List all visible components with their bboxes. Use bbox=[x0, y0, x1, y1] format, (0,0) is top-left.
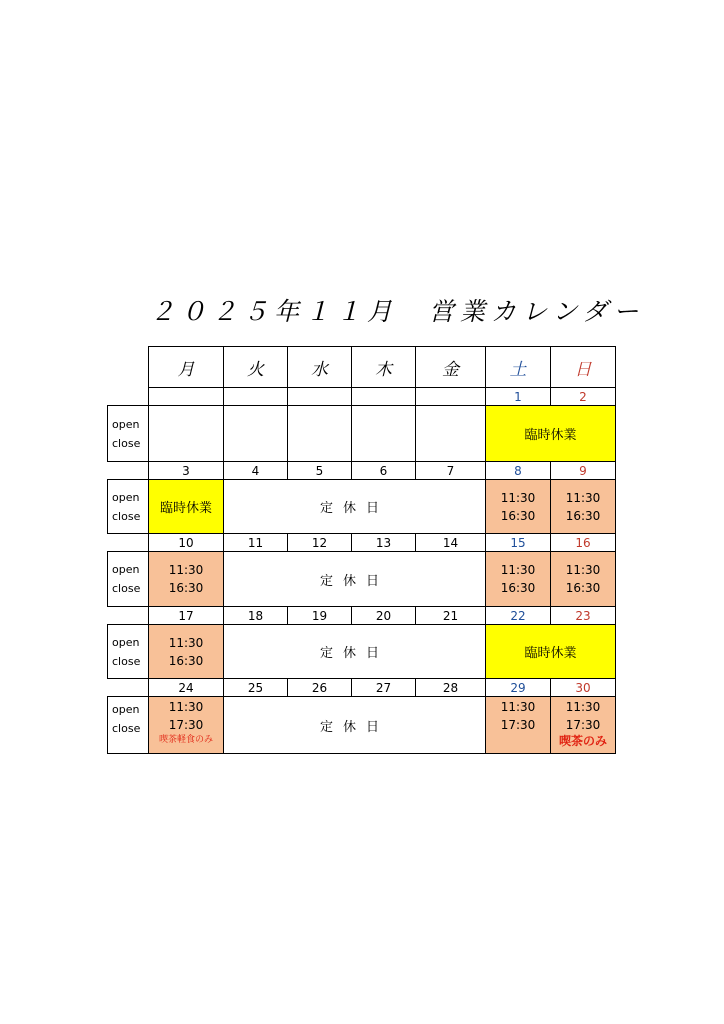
empty-day bbox=[351, 405, 416, 462]
date-cell: 5 bbox=[287, 461, 352, 480]
weekday-tue: 火 bbox=[223, 346, 288, 388]
date-cell: 20 bbox=[351, 606, 416, 625]
light-meal-note: 喫茶軽食のみ bbox=[158, 735, 213, 745]
temp-closed-cell: 臨時休業 bbox=[485, 405, 616, 462]
open-label: open bbox=[112, 417, 140, 431]
close-label: close bbox=[112, 582, 141, 595]
date-cell: 6 bbox=[351, 461, 416, 480]
open-label: open bbox=[112, 635, 140, 649]
regular-holiday-cell: 定休日 bbox=[223, 551, 486, 607]
close-label: close bbox=[112, 436, 141, 450]
open-close-label bbox=[107, 479, 149, 534]
open-close-label bbox=[107, 624, 149, 679]
date-cell-sun: 30 bbox=[550, 678, 616, 697]
hours-cell bbox=[148, 624, 224, 679]
empty-day bbox=[415, 405, 486, 462]
close-time: 17:30 bbox=[168, 718, 204, 732]
open-time: 11:30 bbox=[565, 700, 601, 714]
close-time: 16:30 bbox=[168, 653, 204, 668]
close-label: close bbox=[112, 722, 141, 735]
weekday-sat: 土 bbox=[485, 346, 551, 388]
date-cell: 24 bbox=[148, 678, 224, 697]
hours-cell bbox=[485, 551, 551, 607]
date-cell: 7 bbox=[415, 461, 486, 480]
close-time: 16:30 bbox=[500, 581, 536, 595]
cafe-only-note: 喫茶のみ bbox=[558, 734, 607, 748]
date-cell-sun: 9 bbox=[550, 461, 616, 480]
date-cell: 26 bbox=[287, 678, 352, 697]
weekday-wed: 水 bbox=[287, 346, 352, 388]
date-cell: 12 bbox=[287, 533, 352, 552]
date-cell bbox=[287, 387, 352, 406]
date-cell: 4 bbox=[223, 461, 288, 480]
date-cell: 18 bbox=[223, 606, 288, 625]
open-close-label bbox=[107, 405, 149, 462]
weekday-fri: 金 bbox=[415, 346, 486, 388]
date-cell bbox=[415, 387, 486, 406]
open-close-label bbox=[107, 551, 149, 607]
close-time: 17:30 bbox=[500, 718, 536, 732]
empty-day bbox=[223, 405, 288, 462]
date-cell-sun: 2 bbox=[550, 387, 616, 406]
date-cell bbox=[223, 387, 288, 406]
weekday-mon: 月 bbox=[148, 346, 224, 388]
date-cell: 13 bbox=[351, 533, 416, 552]
open-time: 11:30 bbox=[168, 563, 204, 577]
hours-cell bbox=[550, 696, 616, 754]
hours-cell bbox=[485, 479, 551, 534]
date-cell-sat: 8 bbox=[485, 461, 551, 480]
date-cell bbox=[351, 387, 416, 406]
hours-cell bbox=[550, 551, 616, 607]
temp-closed-cell: 臨時休業 bbox=[485, 624, 616, 679]
date-cell: 19 bbox=[287, 606, 352, 625]
open-time: 11:30 bbox=[565, 490, 601, 505]
close-time: 16:30 bbox=[500, 508, 536, 523]
hours-cell bbox=[485, 696, 551, 754]
empty-day bbox=[287, 405, 352, 462]
close-time: 16:30 bbox=[565, 508, 601, 523]
date-cell: 10 bbox=[148, 533, 224, 552]
date-cell-sun: 23 bbox=[550, 606, 616, 625]
date-cell bbox=[148, 387, 224, 406]
close-time: 17:30 bbox=[565, 718, 601, 732]
hours-cell bbox=[148, 551, 224, 607]
date-cell-sat: 22 bbox=[485, 606, 551, 625]
date-cell-sat: 1 bbox=[485, 387, 551, 406]
temp-closed-cell: 臨時休業 bbox=[148, 479, 224, 534]
date-cell: 27 bbox=[351, 678, 416, 697]
open-time: 11:30 bbox=[168, 700, 204, 714]
close-time: 16:30 bbox=[168, 581, 204, 595]
weekday-sun: 日 bbox=[550, 346, 616, 388]
regular-holiday-cell: 定休日 bbox=[223, 624, 486, 679]
date-cell: 28 bbox=[415, 678, 486, 697]
date-cell: 21 bbox=[415, 606, 486, 625]
page-title: ２０２５年１１月 営業カレンダー bbox=[150, 297, 645, 326]
business-calendar bbox=[108, 347, 615, 755]
date-cell-sat: 15 bbox=[485, 533, 551, 552]
open-time: 11:30 bbox=[500, 563, 536, 577]
date-cell-sun: 16 bbox=[550, 533, 616, 552]
close-time: 16:30 bbox=[565, 581, 601, 595]
date-cell: 11 bbox=[223, 533, 288, 552]
date-cell: 14 bbox=[415, 533, 486, 552]
date-cell: 25 bbox=[223, 678, 288, 697]
hours-cell bbox=[148, 696, 224, 754]
date-cell-sat: 29 bbox=[485, 678, 551, 697]
regular-holiday-cell: 定休日 bbox=[223, 479, 486, 534]
open-time: 11:30 bbox=[565, 563, 601, 577]
regular-holiday-cell: 定休日 bbox=[223, 696, 486, 754]
open-close-label bbox=[107, 696, 149, 754]
date-cell: 3 bbox=[148, 461, 224, 480]
open-time: 11:30 bbox=[500, 700, 536, 714]
hours-cell bbox=[550, 479, 616, 534]
weekday-thu: 木 bbox=[351, 346, 416, 388]
empty-day bbox=[148, 405, 224, 462]
open-label: open bbox=[112, 490, 140, 504]
open-time: 11:30 bbox=[500, 490, 536, 505]
open-label: open bbox=[112, 703, 140, 716]
open-time: 11:30 bbox=[168, 635, 204, 650]
date-cell: 17 bbox=[148, 606, 224, 625]
open-label: open bbox=[112, 563, 140, 576]
close-label: close bbox=[112, 654, 141, 668]
close-label: close bbox=[112, 509, 141, 523]
